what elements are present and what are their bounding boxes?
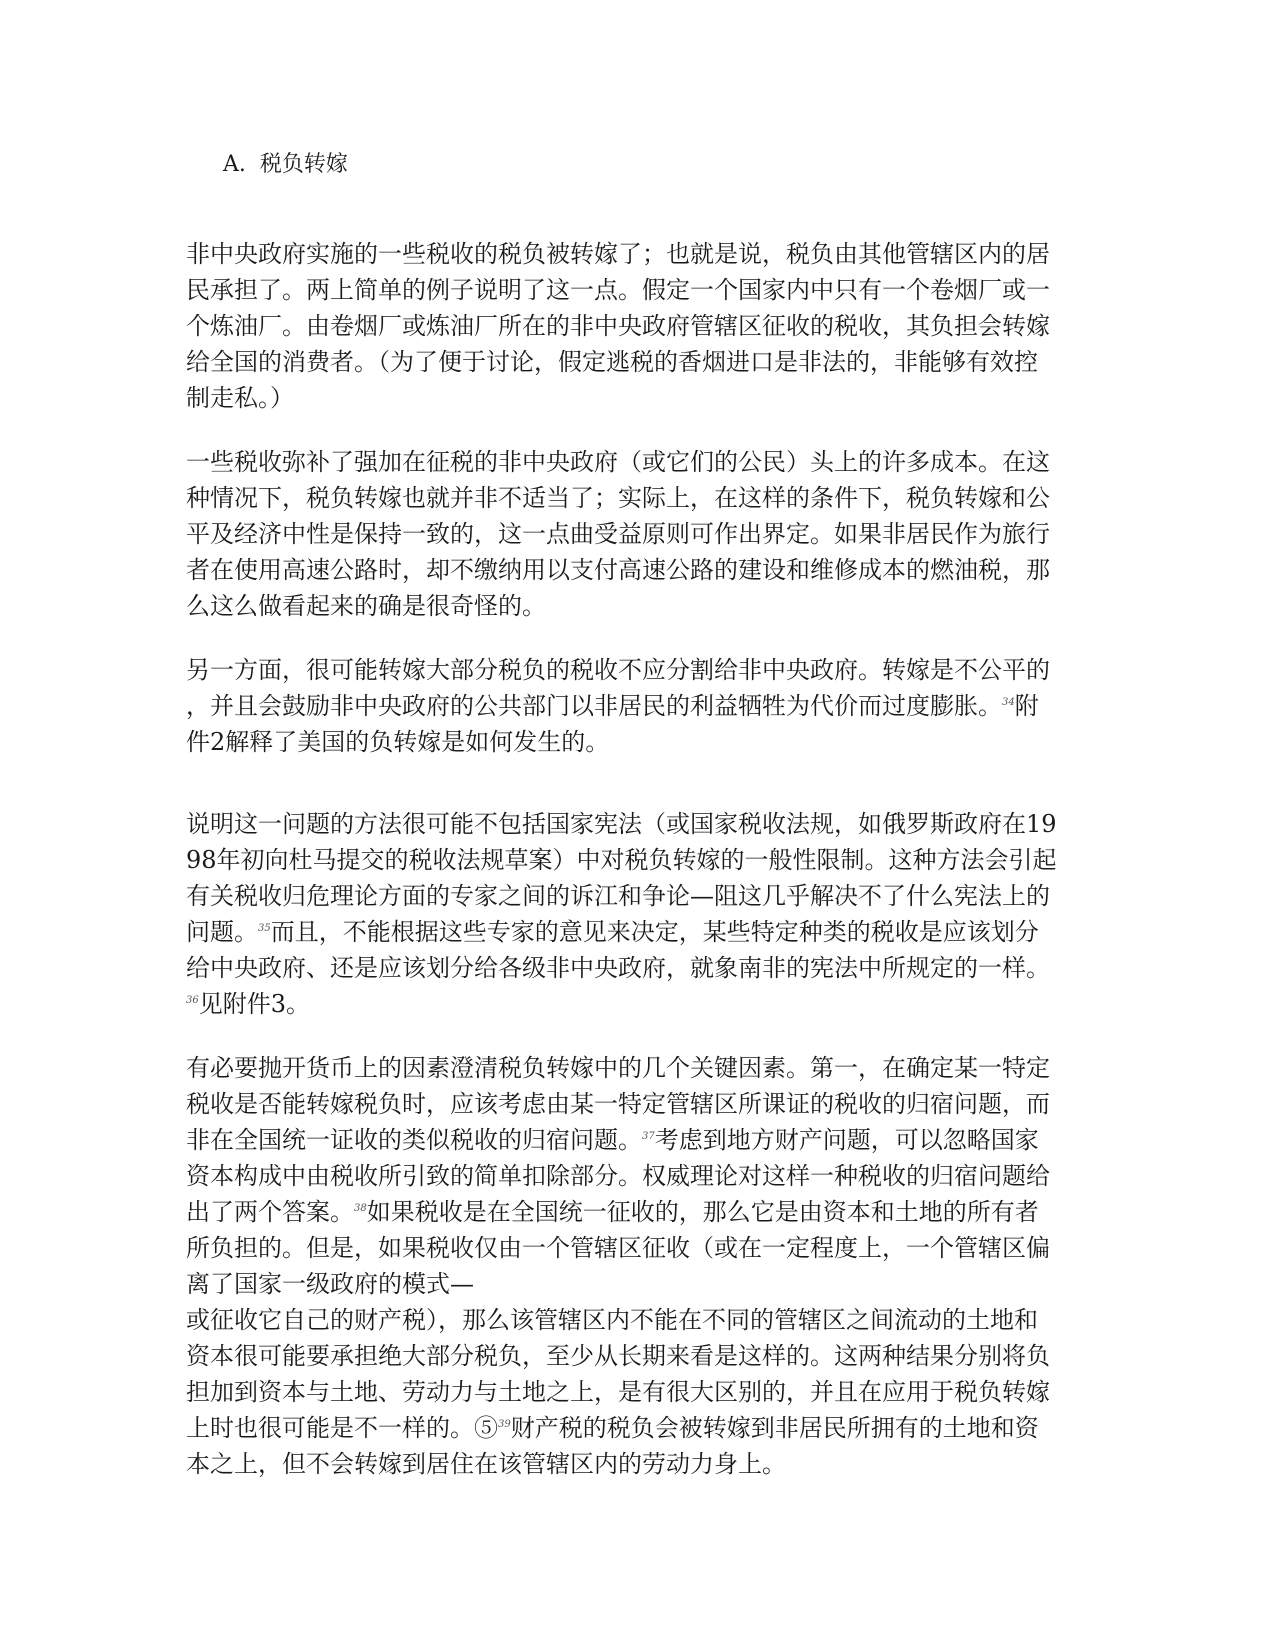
text-run: 个炼油厂。由卷烟厂或炼油厂所在的非中央政府管辖区征收的税收，其负担会转嫁 [186, 312, 1050, 340]
text-run: 问题。 [186, 918, 258, 946]
text-run: 上时也很可能是不一样的。⑤ [186, 1414, 498, 1442]
footnote-marker: 35 [258, 923, 271, 934]
text-line [186, 914, 1086, 950]
section-heading: A. 税负转嫁 [223, 152, 348, 177]
text-line [186, 986, 1086, 1022]
paragraph [186, 1050, 1086, 1482]
paragraph [186, 236, 1086, 416]
footnote-marker: 38 [354, 1203, 367, 1214]
text-run: 者在使用高速公路时，却不缴纳用以支付高速公路的建设和维修成本的燃油税，那 [186, 556, 1050, 584]
text-run: 所负担的。但是，如果税收仅由一个管辖区征收（或在一定程度上，一个管辖区偏 [186, 1234, 1050, 1262]
text-line [186, 380, 1086, 416]
footnote-marker: 39 [498, 1419, 511, 1430]
paragraph [186, 652, 1086, 760]
text-line [186, 1158, 1086, 1194]
text-line [186, 1338, 1086, 1374]
text-run: 非在全国统一证收的类似税收的归宿问题。 [186, 1126, 642, 1154]
text-line [186, 842, 1086, 878]
text-run: 说明这一问题的方法很可能不包括国家宪法（或国家税收法规，如俄罗斯政府在19 [186, 810, 1057, 838]
text-line [186, 1230, 1086, 1266]
text-run: 给中央政府、还是应该划分给各级非中央政府，就象南非的宪法中所规定的一样。 [186, 954, 1050, 982]
text-run: 本之上，但不会转嫁到居住在该管辖区内的劳动力身上。 [186, 1450, 786, 1478]
text-line [186, 1302, 1086, 1338]
text-run: 另一方面，很可能转嫁大部分税负的税收不应分割给非中央政府。转嫁是不公平的 [186, 656, 1050, 684]
text-run: 见附件3。 [198, 990, 311, 1018]
text-line [186, 1194, 1086, 1230]
footnote-marker: 34 [1002, 697, 1015, 708]
text-run: 民承担了。两上简单的例子说明了这一点。假定一个国家内中只有一个卷烟厂或一 [186, 276, 1050, 304]
text-run: 税收是否能转嫁税负时，应该考虑由某一特定管辖区所课证的税收的归宿问题，而 [186, 1090, 1050, 1118]
text-line [186, 1050, 1086, 1086]
text-run: 资本构成中由税收所引致的简单扣除部分。权威理论对这样一种税收的归宿问题给 [186, 1162, 1050, 1190]
footnote-marker: 36 [186, 995, 199, 1006]
text-run: 离了国家一级政府的模式— [186, 1270, 474, 1298]
text-run: 担加到资本与土地、劳动力与土地之上，是有很大区别的，并且在应用于税负转嫁 [186, 1378, 1050, 1406]
text-run: 98年初向杜马提交的税收法规草案）中对税负转嫁的一般性限制。这种方法会引起 [186, 846, 1057, 874]
text-run: 平及经济中性是保持一致的，这一点曲受益原则可作出界定。如果非居民作为旅行 [186, 520, 1050, 548]
text-line [186, 652, 1086, 688]
text-line [186, 806, 1086, 842]
text-run: 有关税收归危理论方面的专家之间的诉江和争论—阻这几乎解决不了什么宪法上的 [186, 882, 1050, 910]
footnote-marker: 37 [642, 1131, 655, 1142]
text-run: 有必要抛开货币上的因素澄清税负转嫁中的几个关键因素。第一，在确定某一特定 [186, 1054, 1050, 1082]
text-run: ，并且会鼓励非中央政府的公共部门以非居民的利益牺牲为代价而过度膨胀。 [186, 692, 1002, 720]
text-line [186, 552, 1086, 588]
text-run: 非中央政府实施的一些税收的税负被转嫁了；也就是说，税负由其他管辖区内的居 [186, 240, 1050, 268]
text-run: 如果税收是在全国统一征收的，那么它是由资本和土地的所有者 [366, 1198, 1039, 1226]
text-line [186, 1086, 1086, 1122]
text-run: 出了两个答案。 [186, 1198, 354, 1226]
text-run: 种情况下，税负转嫁也就并非不适当了；实际上，在这样的条件下，税负转嫁和公 [186, 484, 1050, 512]
text-line [186, 950, 1086, 986]
paragraph [186, 444, 1086, 624]
text-line [186, 1446, 1086, 1482]
text-run: 财产税的税负会被转嫁到非居民所拥有的土地和资 [510, 1414, 1039, 1442]
text-line [186, 480, 1086, 516]
text-run: 资本很可能要承担绝大部分税负，至少从长期来看是这样的。这两种结果分别将负 [186, 1342, 1050, 1370]
text-line [186, 236, 1086, 272]
text-line [186, 272, 1086, 308]
text-run: 一些税收弥补了强加在征税的非中央政府（或它们的公民）头上的许多成本。在这 [186, 448, 1050, 476]
text-line [186, 878, 1086, 914]
text-run: 给全国的消费者。（为了便于讨论，假定逃税的香烟进口是非法的，非能够有效控 [186, 348, 1038, 376]
text-run: 件2解释了美国的负转嫁是如何发生的。 [186, 728, 610, 756]
text-run: 制走私。） [186, 384, 294, 412]
text-line [186, 588, 1086, 624]
text-run: 么这么做看起来的确是很奇怪的。 [186, 592, 546, 620]
text-run: 考虑到地方财产问题，可以忽略国家 [654, 1126, 1039, 1154]
text-run: 附 [1014, 692, 1039, 720]
paragraph [186, 806, 1086, 1022]
text-line [186, 1122, 1086, 1158]
text-run: 而且，不能根据这些专家的意见来决定，某些特定种类的税收是应该划分 [270, 918, 1039, 946]
text-line [186, 1266, 1086, 1302]
text-line [186, 344, 1086, 380]
text-line [186, 308, 1086, 344]
text-line [186, 724, 1086, 760]
text-line [186, 444, 1086, 480]
text-line [186, 1374, 1086, 1410]
text-line [186, 688, 1086, 724]
text-line [186, 516, 1086, 552]
text-run: 或征收它自己的财产税），那么该管辖区内不能在不同的管辖区之间流动的土地和 [186, 1306, 1038, 1334]
text-line [186, 1410, 1086, 1446]
